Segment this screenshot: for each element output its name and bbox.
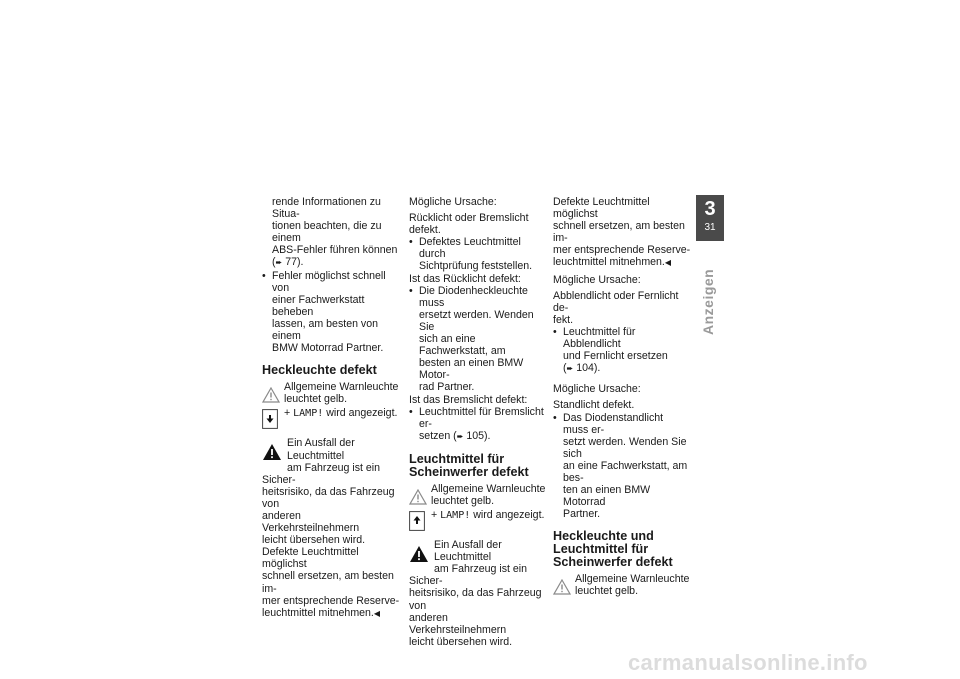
- display-row: + LAMP! wird angezeigt.: [409, 509, 547, 535]
- cause-label: Mögliche Ursache:: [553, 273, 641, 286]
- cause-text: Rücklicht oder Bremslicht defekt.: [409, 212, 529, 237]
- section-label: Anzeigen: [700, 268, 716, 335]
- end-of-section-triangle-icon: ◀: [664, 258, 672, 268]
- page-ref-arrow-icon: ➨: [566, 364, 574, 374]
- list-item: • Die Diodenheckleuchte muss ersetzt werden. Wenden Sie sich an eine Fachwerkstatt, am besten an einen BMW Motor- rad Partner.: [409, 285, 547, 394]
- display-row: + LAMP! wird angezeigt.: [262, 407, 400, 433]
- general-warning-light-icon: [409, 489, 427, 505]
- chapter-tab: [696, 195, 724, 241]
- list-item: • Das Diodenstandlicht muss er- setzt werden. Wenden Sie sich an eine Fachwerkstatt, am bes- ten an einen BMW Motorrad Partner.: [553, 412, 691, 521]
- column-middle: [409, 196, 547, 648]
- indicator-row: Allgemeine Warnleuchte leuchtet gelb.: [262, 381, 400, 405]
- list-item: • Leuchtmittel für Bremslicht er- setzen (➨ 105).: [409, 406, 547, 443]
- cause-text: Standlicht defekt.: [553, 399, 635, 412]
- danger-triangle-icon: [262, 443, 282, 461]
- list-item: • Defektes Leuchtmittel durch Sichtprüfung feststellen.: [409, 236, 547, 272]
- danger-triangle-icon: [409, 545, 429, 563]
- watermark: carmanualsonline.info: [628, 650, 868, 675]
- continued-text: rende Informationen zu Situa- tionen beachten, die zu einem ABS-Fehler führen können (➨ 77).: [272, 196, 398, 269]
- cause-text: Abblendlicht oder Fernlicht de- fekt.: [553, 289, 679, 326]
- indicator-row: Allgemeine Warnleuchte leuchtet gelb.: [409, 483, 547, 507]
- paragraph: Defekte Leuchtmittel möglichst schnell ersetzen, am besten im- mer entsprechende Reserve- leuchtmittel mitnehmen.◀: [553, 196, 691, 269]
- indicator-row: Allgemeine Warnleuchte leuchtet gelb.: [553, 573, 691, 597]
- condition-label: Ist das Bremslicht defekt:: [409, 393, 528, 406]
- section-heading-headlight: Leuchtmittel für Scheinwerfer defekt: [409, 451, 529, 479]
- general-warning-light-icon: [262, 387, 280, 403]
- page-ref-arrow-icon: ➨: [456, 431, 464, 441]
- list-item: • Leuchtmittel für Abblendlicht und Fernlicht ersetzen (➨ 104).: [553, 326, 691, 375]
- page-number: 31: [704, 222, 716, 233]
- chapter-number: 3: [704, 198, 716, 220]
- safety-warning: Ein Ausfall der Leuchtmittel am Fahrzeug ist ein Sicher- heitsrisiko, da das Fahrzeug von anderen Verkehrsteilnehmern leicht übersehen wird.: [262, 437, 395, 547]
- end-of-section-triangle-icon: ◀: [373, 608, 381, 618]
- cause-label: Mögliche Ursache:: [409, 196, 497, 208]
- paragraph: Defekte Leuchtmittel möglichst schnell ersetzen, am besten im- mer entsprechende Reserve- leuchtmittel mitnehmen.◀: [262, 546, 400, 619]
- column-left: [262, 196, 400, 620]
- cause-label: Mögliche Ursache:: [553, 383, 641, 396]
- section-heading-rear-and-headlight: Heckleuchte und Leuchtmittel für Scheinwerfer defekt: [553, 529, 673, 570]
- page-ref-arrow-icon: ➨: [275, 258, 283, 268]
- column-right: [553, 196, 691, 598]
- list-item: • Fehler möglichst schnell von einer Fachwerkstatt beheben lassen, am besten von einem BMW Motorrad Partner.: [262, 270, 400, 355]
- safety-warning: Ein Ausfall der Leuchtmittel am Fahrzeug ist ein Sicher- heitsrisiko, da das Fahrzeug von anderen Verkehrsteilnehmern leicht übersehen wird.: [409, 539, 542, 648]
- section-heading-rear-light: Heckleuchte defekt: [262, 363, 377, 378]
- condition-label: Ist das Rücklicht defekt:: [409, 272, 521, 285]
- general-warning-light-icon: [553, 579, 571, 595]
- headlight-lamp-up-icon: [409, 511, 425, 531]
- rear-light-lamp-down-icon: [262, 409, 278, 429]
